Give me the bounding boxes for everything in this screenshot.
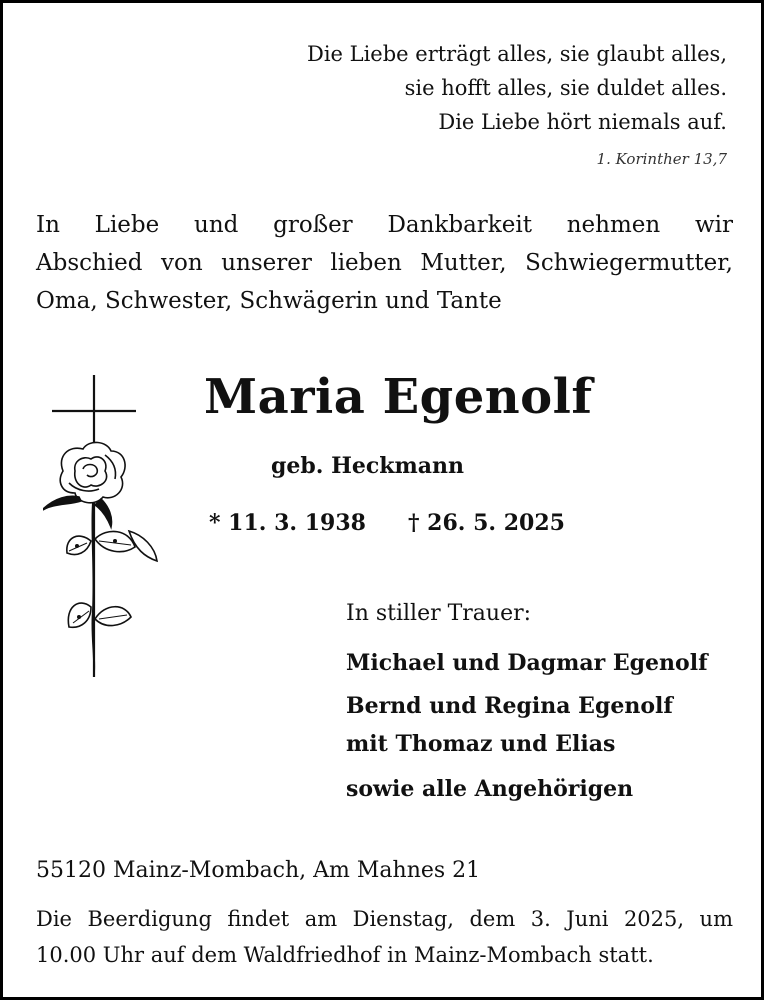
funeral-line: 10.00 Uhr auf dem Waldfriedhof in Mainz-Mombach statt.	[36, 943, 654, 967]
cross-icon	[52, 375, 136, 677]
mourning-heading: In stiller Trauer:	[346, 601, 532, 626]
rose-icon	[43, 442, 157, 671]
quote-line: Die Liebe hört niemals auf.	[438, 110, 727, 134]
birth-date: * 11. 3. 1938	[209, 510, 366, 536]
intro-line: In Liebe und großer Dankbarkeit nehmen wir	[36, 212, 733, 238]
funeral-info	[36, 901, 733, 973]
intro-text	[36, 206, 733, 320]
mourner-line: sowie alle Angehörigen	[346, 776, 634, 802]
maiden-name: geb. Heckmann	[271, 453, 465, 479]
mourner-line: Michael und Dagmar Egenolf	[346, 650, 708, 676]
quote-block	[307, 37, 727, 139]
mourner-line: mit Thomaz und Elias	[346, 731, 616, 757]
intro-line: Abschied von unserer lieben Mutter, Schwiegermutter,	[36, 250, 733, 276]
mourner-line: Bernd und Regina Egenolf	[346, 693, 673, 719]
cross-rose-illustration	[43, 371, 163, 681]
quote-reference: 1. Korinther 13,7	[596, 150, 727, 168]
death-date: † 26. 5. 2025	[408, 510, 565, 536]
address: 55120 Mainz-Mombach, Am Mahnes 21	[36, 858, 481, 883]
deceased-name: Maria Egenolf	[204, 369, 593, 425]
funeral-line: Die Beerdigung findet am Dienstag, dem 3. Juni 2025, um	[36, 907, 733, 931]
quote-line: Die Liebe erträgt alles, sie glaubt alles,	[306, 42, 727, 66]
intro-line: Oma, Schwester, Schwägerin und Tante	[36, 288, 502, 314]
quote-line: sie hofft alles, sie duldet alles.	[404, 76, 727, 100]
